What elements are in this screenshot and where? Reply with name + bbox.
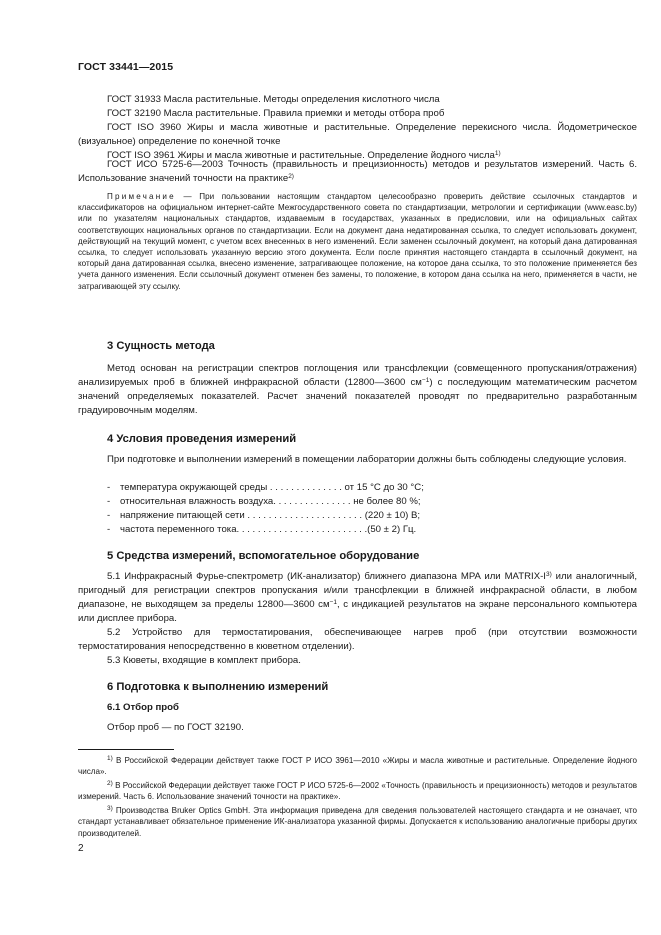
footnote-mark: 2) [107,780,113,787]
section-3-title: 3 Сущность метода [107,340,215,352]
reference-gost-32190: ГОСТ 32190 Масла растительные. Правила приемки и методы отбора проб [107,108,445,119]
section-6-title: 6 Подготовка к выполнению измерений [107,681,329,693]
condition-text: температура окружающей среды . . . . . . . . . . . . . . от 15 °С до 30 °С; [120,482,424,493]
section-6-1-text: Отбор проб — по ГОСТ 32190. [107,722,244,733]
page-number: 2 [78,843,84,854]
section-5-1-text-b: или аналогичный, пригодный для регистрации спектров пропускания и/или трансфлекции в ближней инфракрасной области, в любом диапазоне, не выходящем за пределы 12800—3600 см [78,571,637,610]
footnote-1 [78,755,637,778]
section-3-text-b: ) с последующим математическим расчетом значений определяемых показателей. Расчет значений показателей проводят по предварительно разработанным градуировочным моделям. [78,377,637,416]
section-3-text [78,362,637,418]
footnote-2 [78,780,637,803]
footnote-text: Производства Bruker Optics GmbH. Эта информация приведена для сведения пользователей настоящего стандарта и не означает, что стандарт устанавливает обязательное применение ИК-анализатора указанной фирмы. Допускается к использованию аналогичные приборы других производителей. [78,806,638,838]
condition-item [107,495,421,509]
section-5-1 [78,570,637,626]
section-5-1-text-a: 5.1 Инфракрасный Фурье-спектрометр (ИК-анализатор) ближнего диапазона MPA или MATRIX-I [107,571,546,582]
section-4-intro: При подготовке и выполнении измерений в помещении лаборатории должны быть соблюдены следующие условия. [107,454,627,465]
list-dash: - [107,524,111,535]
list-dash: - [107,510,111,521]
note-text: При пользовании настоящим стандартом целесообразно проверить действие ссылочных стандартов и классификаторов на официальном интернет-сайте Межгосударственного совета по стандартизации, метрологии и сертификации (www.easc.by) или по указателям национальных стандартов, издаваемым в государствах, указанных в предисловии, или на официальных сайтах соответствующих национальных органов по стандартизации. Если на документ дана недатированная ссылка, то следует использовать документ, действующий на текущий момент, с учетом всех внесенных в него изменений. Если заменен ссылочный документ, на который дана датированная ссылка, то следует использовать указанную версию этого документа. Если после принятия настоящего стандарта в ссылочный документ, на который дана датированная ссылка, внесено изменение, затрагивающее положение, на которое дана ссылка, то это положение применяется без учета данного изменения. Если ссылочный документ отменен без замены, то положение, в котором дана ссылка на него, применяется в части, не затрагивающей эту ссылку. [78,192,637,291]
condition-text: частота переменного тока. . . . . . . . . . . . . . . . . . . . . . . . .(50 ± 2) Гц. [120,524,417,535]
note-block: Примечание — При пользовании настоящим стандартом целесообразно проверить действие ссылочных стандартов и классификаторов на официальном интернет-сайте Межгосударственного совета по стандартизации, метрологии и сертификации (www.easc.by) или по указателям национальных стандартов, издаваемым в государствах, указанных в предисловии, или на официальных сайтах соответствующих национальных органов по стандартизации. Если на документ дана недатированная ссылка, то следует использовать документ, действующий на текущий момент, с учетом всех внесенных в него изменений. Если заменен ссылочный документ, на который дана датированная ссылка, то следует использовать указанную версию этого документа. Если после принятия настоящего стандарта в ссылочный документ, на который дана датированная ссылка, внесено изменение, затрагивающее положение, на которое дана ссылка, то это положение применяется без учета данного изменения. Если ссылочный документ отменен без замены, то положение, в котором дана ссылка на него, применяется в части, не затрагивающей эту ссылку. [78,192,637,291]
reference-gost-iso-5725-6-text [78,158,637,186]
reference-gost-31933: ГОСТ 31933 Масла растительные. Методы определения кислотного числа [107,94,440,105]
section-3-text-a: Метод основан на регистрации спектров поглощения или трансфлекции (совмещенного пропускания/отражения) анализируемых проб в ближней инфракрасной области (12800—3600 см [78,363,637,388]
footnote-mark: 1) [107,755,113,762]
document-header: ГОСТ 33441—2015 [78,61,174,73]
note-label: Примечание [107,192,176,201]
condition-text: относительная влажность воздуха. . . . . . . . . . . . . . . не более 80 %; [120,496,421,507]
section-5-3: 5.3 Кюветы, входящие в комплект прибора. [107,655,301,666]
section-6-1-title: 6.1 Отбор проб [107,702,179,713]
reference-gost-iso-3960: ГОСТ ISO 3960 Жиры и масла животные и растительные. Определение перекисного числа. Йодометрическое (визуальное) определение по конечной точке [78,122,637,147]
list-dash: - [107,496,111,507]
condition-item [107,481,424,495]
footnote-mark: 2) [288,173,294,180]
section-5-1-text-c: , с индикацией результатов на экране персонального компьютера или дисплее прибора. [78,599,638,624]
condition-item [107,509,420,523]
footnote-text: В Российской Федерации действует также ГОСТ Р ИСО 5725-6—2002 «Точность (правильность и прецизионность) методов и результатов измерений. Часть 6. Использование значений точности на практике». [78,781,637,802]
footnote-3 [78,805,637,839]
footnote-text: В Российской Федерации действует также ГОСТ Р ИСО 3961—2010 «Жиры и масла животные и растительные. Определение йодного числа». [78,756,638,777]
reference-text: ГОСТ ИСО 5725-6—2003 Точность (правильность и прецизионность) методов и результатов измерений. Часть 6. Использование значений точности на практике [78,159,637,184]
unit-exponent: −1 [421,377,430,384]
reference-text: ГОСТ ISO 3961 Жиры и масла животные и растительные. Определение йодного числа [107,150,495,161]
section-5-2: 5.2 Устройство для термостатирования, обеспечивающее нагрев проб (при отсутствии возможности термостатирования непосредственно в кюветном отделении). [78,627,637,652]
condition-text: напряжение питающей сети . . . . . . . . . . . . . . . . . . . . . . (220 ± 10) В; [120,510,421,521]
condition-item [107,523,416,537]
footnote-separator [78,749,174,750]
list-dash: - [107,482,111,493]
footnote-mark: 3) [107,805,113,812]
footnote-mark: 3) [545,571,552,578]
section-5-title: 5 Средства измерений, вспомогательное оборудование [107,550,420,562]
section-4-title: 4 Условия проведения измерений [107,433,297,445]
unit-exponent: −1 [329,599,337,606]
footnote-mark: 1) [494,150,501,157]
